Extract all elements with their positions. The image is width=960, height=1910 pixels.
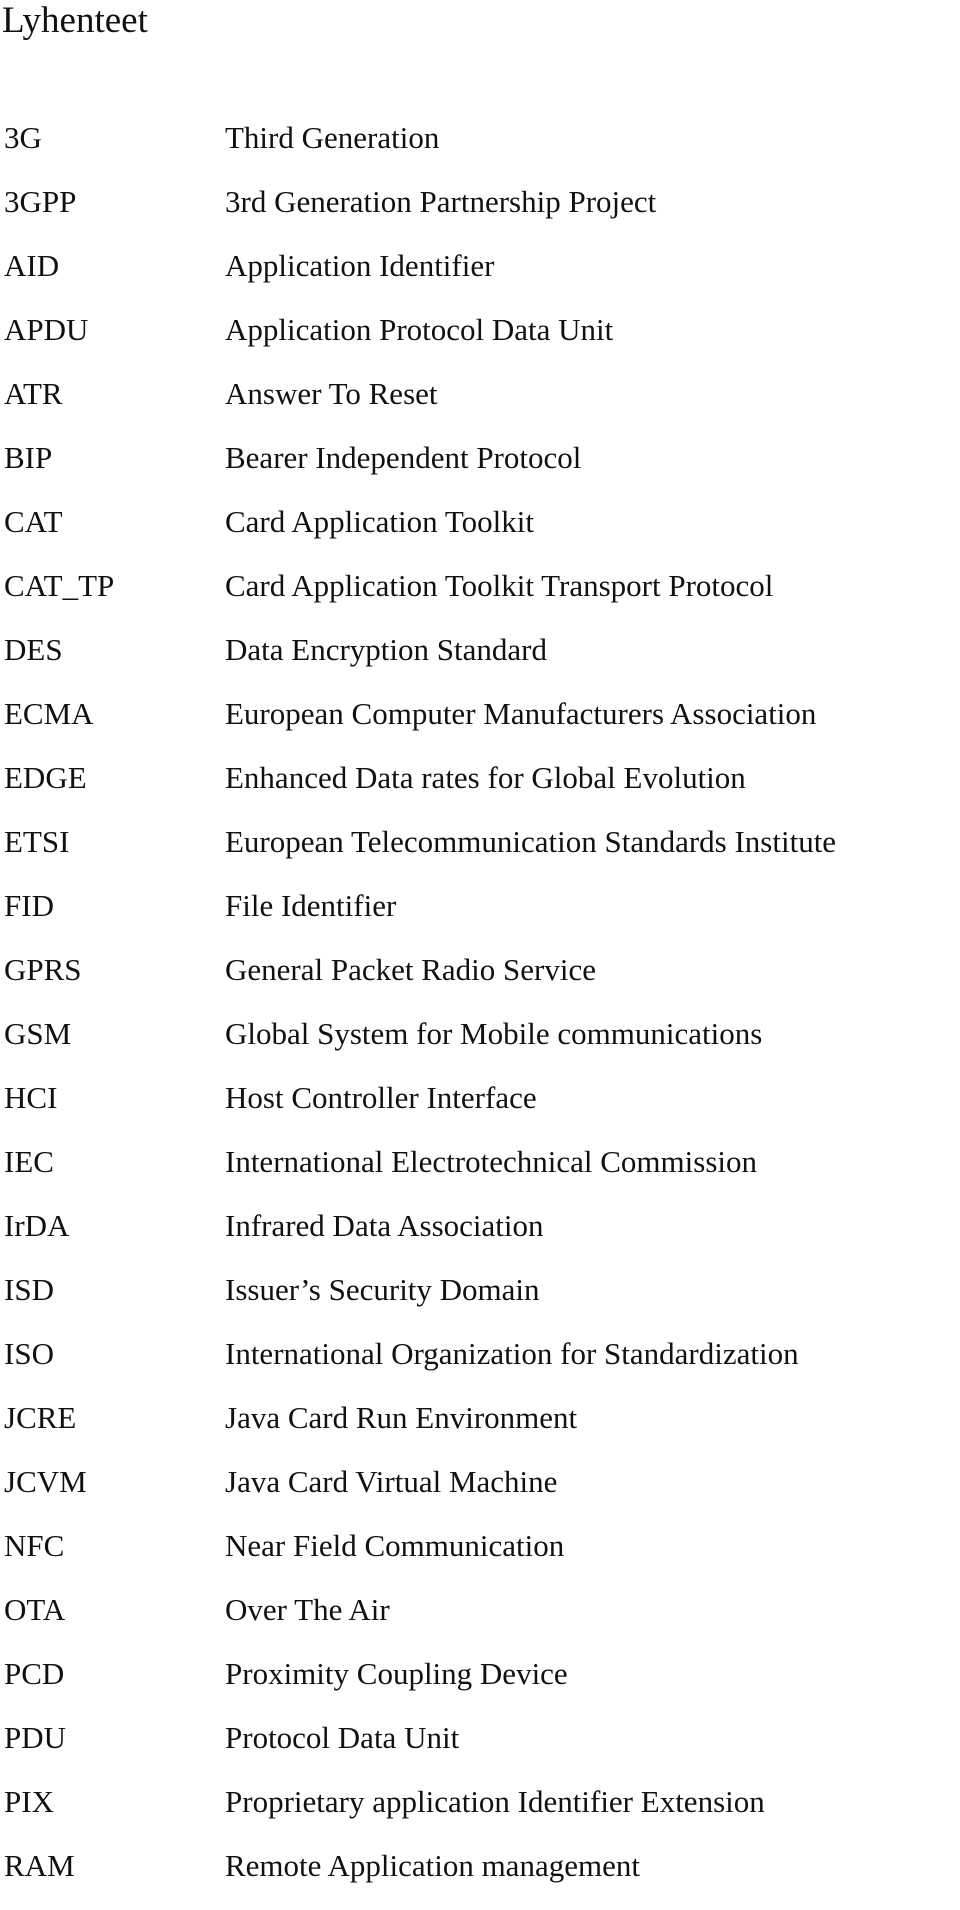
abbreviation-term: PIX [4, 1784, 54, 1819]
abbreviation-term: AID [4, 248, 60, 283]
abbreviation-definition: Infrared Data Association [225, 1208, 544, 1243]
abbreviation-term: ISO [4, 1336, 54, 1371]
abbreviation-row [0, 1782, 960, 1846]
abbreviation-row [0, 1142, 960, 1206]
abbreviation-term: FID [4, 888, 54, 923]
abbreviation-definition: Data Encryption Standard [225, 632, 547, 667]
abbreviation-row [0, 1590, 960, 1654]
abbreviation-definition: File Identifier [225, 888, 397, 923]
abbreviation-term: PDU [4, 1720, 67, 1755]
abbreviation-term: CAT [4, 504, 63, 539]
abbreviation-term: GPRS [4, 952, 82, 987]
abbreviation-definition: Application Protocol Data Unit [225, 312, 614, 347]
abbreviation-term: OTA [4, 1592, 66, 1627]
abbreviation-term: NFC [4, 1528, 65, 1563]
abbreviation-row [0, 1718, 960, 1782]
abbreviation-term: 3G [4, 120, 42, 155]
abbreviation-term: ECMA [4, 696, 94, 731]
abbreviation-row [0, 246, 960, 310]
abbreviation-term: RAM [4, 1848, 75, 1883]
abbreviation-term: ETSI [4, 824, 70, 859]
abbreviation-definition: Host Controller Interface [225, 1080, 537, 1115]
abbreviation-row [0, 886, 960, 950]
abbreviation-row [0, 822, 960, 886]
abbreviation-term: ATR [4, 376, 63, 411]
abbreviation-row [0, 1206, 960, 1270]
abbreviation-row [0, 1462, 960, 1526]
abbreviation-definition: General Packet Radio Service [225, 952, 596, 987]
abbreviation-term: HCI [4, 1080, 58, 1115]
abbreviation-row [0, 1654, 960, 1718]
abbreviation-term: CAT_TP [4, 568, 115, 603]
abbreviation-term: BIP [4, 440, 53, 475]
abbreviation-definition: Issuer’s Security Domain [225, 1272, 540, 1307]
abbreviation-definition: Over The Air [225, 1592, 390, 1627]
abbreviation-row [0, 694, 960, 758]
abbreviation-definition: Application Identifier [225, 248, 495, 283]
abbreviation-definition: International Electrotechnical Commission [225, 1144, 758, 1179]
abbreviation-row [0, 1078, 960, 1142]
abbreviation-term: EDGE [4, 760, 87, 795]
abbreviation-row [0, 310, 960, 374]
abbreviation-definition: Proprietary application Identifier Extension [225, 1784, 765, 1819]
abbreviation-row [0, 182, 960, 246]
abbreviation-row [0, 1526, 960, 1590]
abbreviation-definition: Proximity Coupling Device [225, 1656, 568, 1691]
abbreviation-row [0, 374, 960, 438]
abbreviation-definition: Bearer Independent Protocol [225, 440, 582, 475]
abbreviation-row [0, 1014, 960, 1078]
abbreviation-row [0, 630, 960, 694]
abbreviation-definition: Third Generation [225, 120, 440, 155]
abbreviation-term: GSM [4, 1016, 72, 1051]
abbreviation-definition: Answer To Reset [225, 376, 438, 411]
abbreviation-definition: Protocol Data Unit [225, 1720, 460, 1755]
abbreviation-term: IrDA [4, 1208, 70, 1243]
abbreviation-definition: Java Card Virtual Machine [225, 1464, 558, 1499]
abbreviation-row [0, 950, 960, 1014]
abbreviation-definition: European Computer Manufacturers Association [225, 696, 817, 731]
abbreviation-definition: Card Application Toolkit [225, 504, 534, 539]
abbreviation-term: JCVM [4, 1464, 87, 1499]
abbreviation-row [0, 758, 960, 822]
abbreviation-definition: 3rd Generation Partnership Project [225, 184, 657, 219]
abbreviation-definition: Enhanced Data rates for Global Evolution [225, 760, 746, 795]
abbreviation-term: DES [4, 632, 63, 667]
abbreviation-row [0, 1270, 960, 1334]
page-title: Lyhenteet [2, 0, 148, 41]
abbreviation-row [0, 118, 960, 182]
abbreviation-definition: Card Application Toolkit Transport Protocol [225, 568, 774, 603]
abbreviation-definition: Near Field Communication [225, 1528, 565, 1563]
abbreviation-term: IEC [4, 1144, 54, 1179]
abbreviation-term: APDU [4, 312, 89, 347]
abbreviation-row [0, 1334, 960, 1398]
abbreviation-term: ISD [4, 1272, 54, 1307]
abbreviation-row [0, 1398, 960, 1462]
abbreviation-row [0, 438, 960, 502]
abbreviation-definition: European Telecommunication Standards Institute [225, 824, 837, 859]
abbreviation-definition: Global System for Mobile communications [225, 1016, 763, 1051]
abbreviation-row [0, 502, 960, 566]
abbreviation-term: JCRE [4, 1400, 77, 1435]
abbreviation-term: 3GPP [4, 184, 77, 219]
abbreviation-definition: Remote Application management [225, 1848, 640, 1883]
abbreviation-list [0, 118, 960, 1910]
abbreviation-row [0, 1846, 960, 1910]
abbreviation-definition: International Organization for Standardization [225, 1336, 799, 1371]
abbreviation-term: PCD [4, 1656, 65, 1691]
abbreviation-definition: Java Card Run Environment [225, 1400, 578, 1435]
abbreviation-row [0, 566, 960, 630]
